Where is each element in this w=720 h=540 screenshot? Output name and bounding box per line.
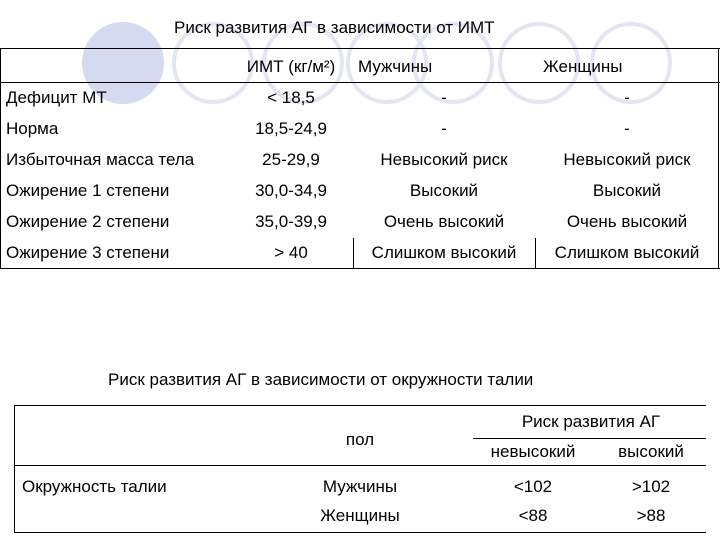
- row-category: Ожирение 2 степени: [6, 212, 170, 231]
- table2-left-border: [14, 405, 15, 533]
- table1-col-divider: [353, 238, 354, 269]
- row-category: Норма: [6, 119, 59, 138]
- row-low: <102: [513, 477, 553, 496]
- row-men: Слишком высокий: [371, 243, 517, 262]
- row-bmi: 30,0-34,9: [255, 181, 327, 200]
- table1-title: Риск развития АГ в зависимости от ИМТ: [174, 18, 495, 37]
- row-men: -: [441, 88, 447, 107]
- row-high: >88: [636, 506, 666, 525]
- row-bmi: 25-29,9: [262, 150, 320, 169]
- table2-title: Риск развития АГ в зависимости от окружности талии: [108, 370, 534, 389]
- row-category: Ожирение 3 степени: [6, 243, 170, 262]
- row-men: Очень высокий: [383, 212, 505, 231]
- table1-left-border: [0, 48, 1, 269]
- table2-bottom-border: [14, 532, 706, 533]
- row-women: Очень высокий: [566, 212, 688, 231]
- row-category: Избыточная масса тела: [6, 150, 195, 169]
- table1-top-border: [0, 48, 720, 49]
- table2-header-risk: Риск развития АГ: [521, 412, 661, 431]
- row-women: Высокий: [592, 181, 662, 200]
- row-category: Ожирение 1 степени: [6, 181, 170, 200]
- row-high: >102: [631, 477, 671, 496]
- table1-header-women: Женщины: [543, 57, 623, 76]
- row-sex: Женщины: [320, 506, 400, 525]
- table1-header-divider: [0, 82, 720, 83]
- row-men: Высокий: [409, 181, 479, 200]
- table1-right-border: [718, 48, 719, 269]
- row-bmi: < 18,5: [267, 88, 315, 107]
- table2-header-low: невысокий: [490, 442, 576, 461]
- table2-header-high: высокий: [618, 442, 684, 461]
- table1-bottom-border: [0, 268, 720, 269]
- table1-header-men: Мужчины: [358, 57, 433, 76]
- table2-header-sex: пол: [345, 430, 375, 449]
- row-women: Слишком высокий: [554, 243, 700, 262]
- row-bmi: 18,5-24,9: [255, 119, 327, 138]
- table2-subheader-line: [473, 438, 706, 439]
- row-men: -: [441, 119, 447, 138]
- table2-top-border: [14, 405, 706, 406]
- row-women: Невысокий риск: [563, 150, 691, 169]
- table1-header-bmi: ИМТ (кг/м²): [246, 57, 336, 76]
- row-sex: Мужчины: [322, 477, 398, 496]
- row-low: <88: [518, 506, 548, 525]
- row-women: -: [624, 119, 630, 138]
- row-women: -: [624, 88, 630, 107]
- row-bmi: > 40: [274, 243, 308, 262]
- table1-col-divider: [535, 238, 536, 269]
- row-bmi: 35,0-39,9: [255, 212, 327, 231]
- table2-header-divider: [14, 465, 706, 466]
- table2-row-label: Окружность талии: [22, 477, 167, 496]
- row-category: Дефицит МТ: [6, 88, 107, 107]
- row-men: Невысокий риск: [380, 150, 508, 169]
